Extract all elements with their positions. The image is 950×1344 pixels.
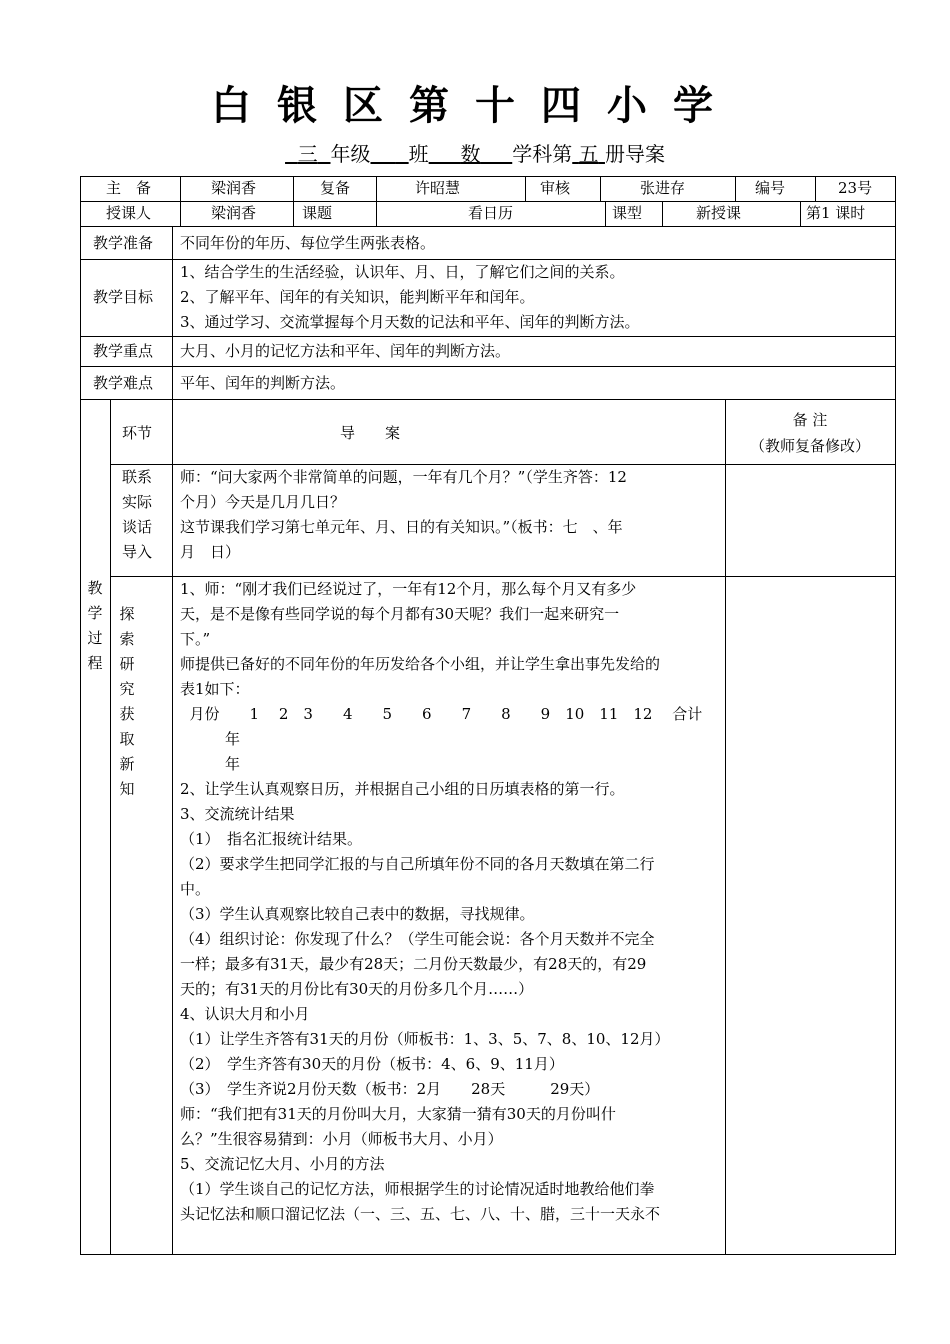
type-value: 新授课 [696, 204, 742, 222]
topic-value: 看日历 [468, 204, 514, 222]
col-notes-header: 备 注 [792, 411, 828, 429]
stage2-text: 1、师：“刚才我们已经说过了，一年有12个月，那么每个月又有多少 天，是不是像有些同学说的每个月都有30天呢？我们一起来研究一 下。” 师提供已备好的不同年份的年历发给各个小组，并让学生拿出事先发给的 表1如下： 月份 1 2 3 4 5 6 7 8 9 10 11 12 合计 年 年 2、让学生认真观察日历，并根据自己小组的日历填表格的第一行。 3、交流统计结果 （1） 指名汇报统计结果。 （2）要求学生把同学汇报的与自己所填年份不同的各月天数填在第二行 中。 （3）学生认真观察比较自己表中的数据，寻找规律。 （4）组织讨论：你发现了什么？（学生可能会说：各个月天数并不完全 一样；最多有31天，最少有28天；二月份天数最少，有28天的，有29 天的；有31天的月份比有30天的月份多几个月……） 4、认识大月和小月 （1）让学生齐答有31天的月份（师板书：1、3、5、7、8、10、12月） （2） 学生齐答有30天的月份（板书：4、6、9、11月） （3） 学生齐说2月份天数（板书：2月 28天 29天） 师：“我们把有31天的月份叫大月，大家猜一猜有30天的月份叫什 么？”生很容易猜到：小月（师板书大月、小月） 5、交流记忆大月、小月的方法 （1）学生谈自己的记忆方法，师根据学生的讨论情况适时地教给他们拳 头记忆法和顺口溜记忆法（一、三、五、七、八、十、腊，三十一天永不 [180, 577, 723, 1227]
prep-label: 教学准备 [93, 234, 154, 252]
bianhao-value: 23号 [838, 179, 873, 197]
zhubei-label: 主 备 [106, 179, 152, 197]
goal-item: 1、结合学生的生活经验，认识年、月、日，了解它们之间的关系。 [180, 263, 625, 281]
document-subtitle [0, 138, 950, 167]
col-notes-subheader: （教师复备修改） [749, 437, 870, 455]
grade-label: 年级 [330, 142, 371, 166]
goals-list [180, 260, 640, 335]
difficulty-label: 教学难点 [93, 374, 154, 392]
col-plan-header: 导 案 [340, 424, 401, 442]
stage2-label: 探 索 研 究 获 取 新 知 [119, 605, 135, 798]
school-title: 白银区第十四小学 [211, 82, 739, 129]
goal-item: 3、通过学习、交流掌握每个月天数的记法和平年、闰年的判断方法。 [180, 313, 640, 331]
goal-item: 2、了解平年、闰年的有关知识，能判断平年和闰年。 [180, 288, 535, 306]
shenhe-label: 审核 [540, 179, 571, 197]
month-table-row: 年 [180, 730, 241, 748]
focus-value: 大月、小月的记忆方法和平年、闰年的判断方法。 [180, 342, 511, 360]
prep-value: 不同年份的年历、每位学生两张表格。 [180, 234, 436, 252]
class-blank [370, 142, 408, 166]
stage1-label: 联系 实际 谈话 导入 [121, 468, 152, 561]
class-label: 班 [408, 142, 429, 166]
stage1-text: 师：“问大家两个非常简单的问题，一年有几个月？”（学生齐答：12 个月）今天是几月几日？ 这节课我们学习第七单元年、月、日的有关知识。”（板书：七 、年 月 日） [180, 468, 627, 561]
shenhe-value: 张进存 [640, 179, 686, 197]
focus-label: 教学重点 [93, 342, 154, 360]
volume-label: 册导案 [604, 142, 665, 166]
col-stage-header: 环节 [122, 424, 153, 442]
volume-value: 五 [578, 142, 599, 166]
subject-label: 学科第 [512, 142, 573, 166]
period-value: 第1 课时 [806, 204, 866, 222]
subject-value: 数 [460, 142, 481, 166]
fubei-value: 许昭慧 [415, 179, 461, 197]
fubei-label: 复备 [320, 179, 351, 197]
difficulty-value: 平年、闰年的判断方法。 [180, 374, 346, 392]
process-side-label: 教 学 过 程 [87, 579, 103, 672]
month-table-header: 月份 1 2 3 4 5 6 7 8 9 10 11 12 合计 [180, 705, 703, 723]
type-label: 课型 [612, 204, 643, 222]
month-table-row: 年 [180, 755, 241, 773]
zhubei-value: 梁润香 [211, 179, 257, 197]
bianhao-label: 编号 [755, 179, 786, 197]
topic-label: 课题 [302, 204, 333, 222]
grade-value: 三 [297, 142, 318, 166]
teacher-value: 梁润香 [211, 204, 257, 222]
goals-label: 教学目标 [93, 288, 154, 306]
teacher-label: 授课人 [106, 204, 152, 222]
